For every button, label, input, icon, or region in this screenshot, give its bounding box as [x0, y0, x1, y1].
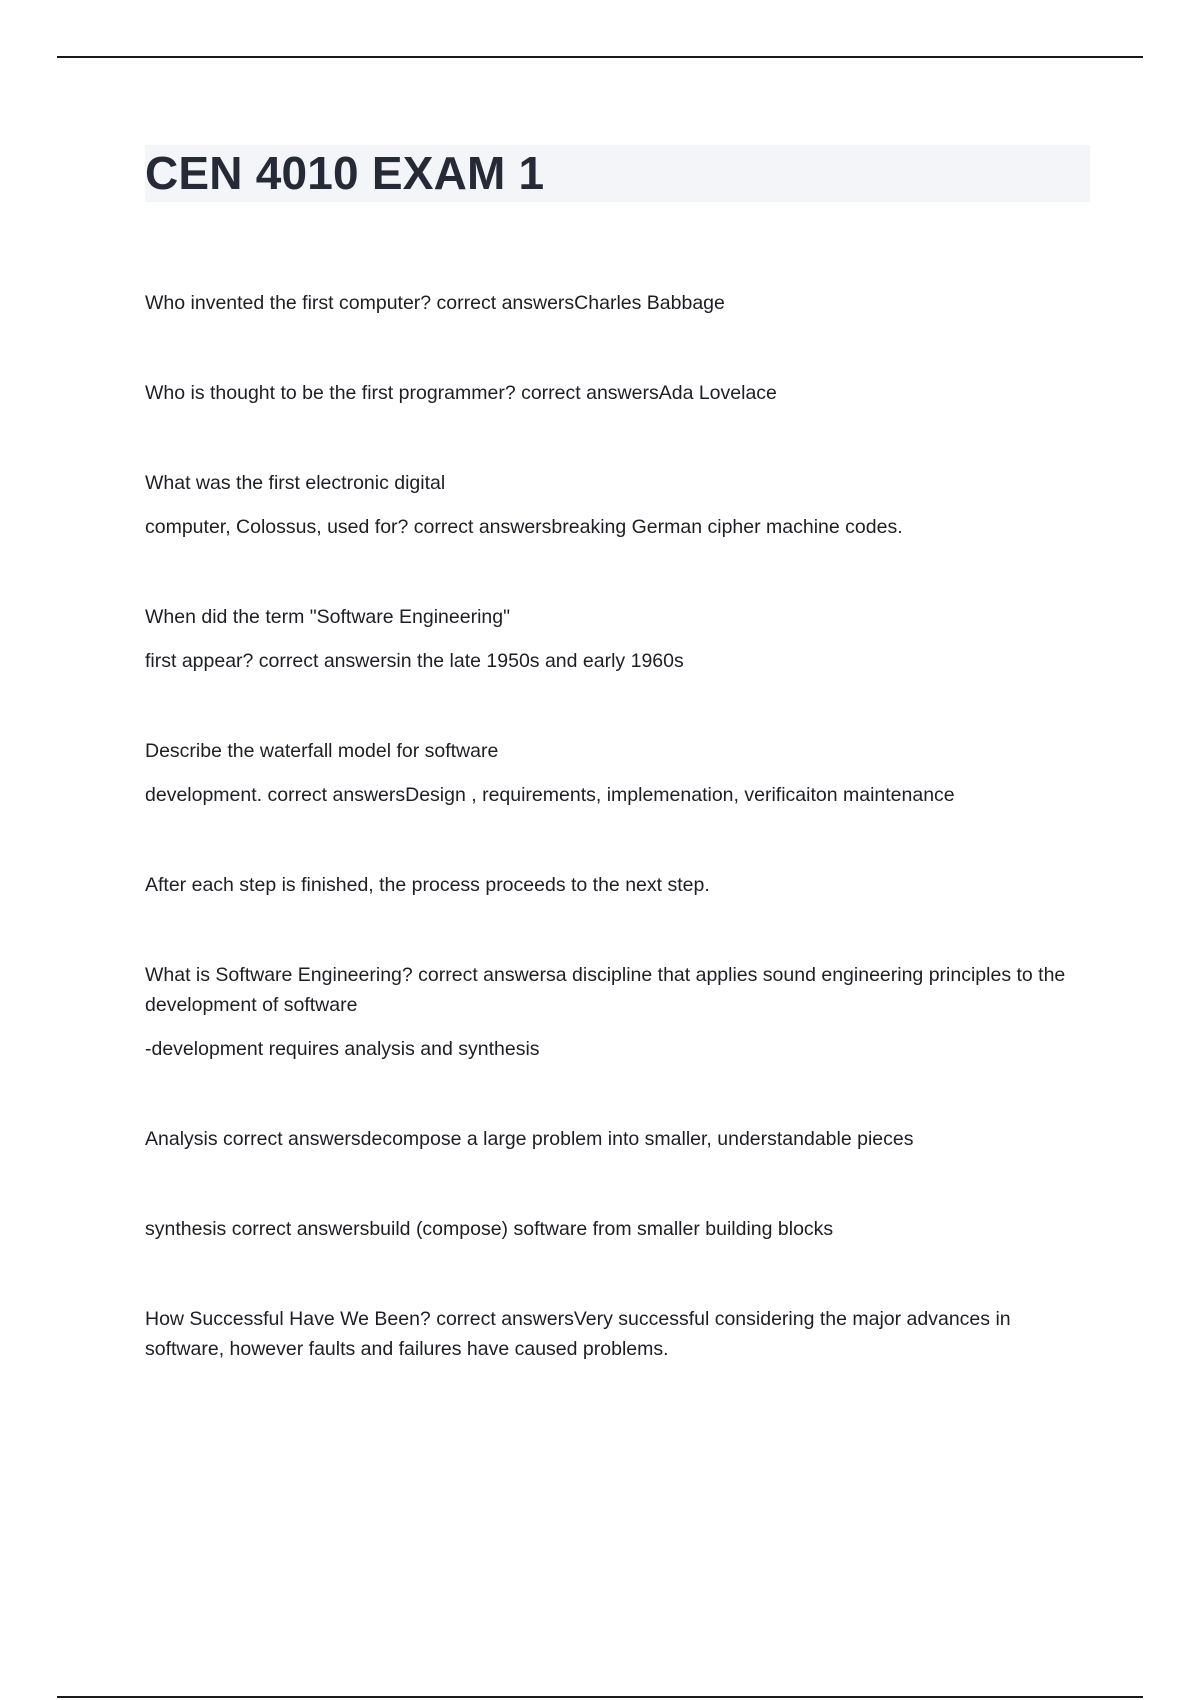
qa-item — [145, 1124, 1085, 1154]
qa-line: Who invented the first computer? correct answersCharles Babbage — [145, 292, 725, 314]
bottom-rule — [57, 1696, 1143, 1698]
qa-line: What was the first electronic digital — [145, 472, 446, 494]
qa-line: How Successful Have We Been? correct answersVery successful considering the major advances in software, however faults and failures have caused problems. — [145, 1308, 1011, 1360]
qa-line: development. correct answersDesign , requirements, implemenation, verificaiton maintenance — [145, 784, 955, 806]
qa-item — [145, 1304, 1085, 1364]
qa-item — [145, 1214, 1085, 1244]
qa-line: -development requires analysis and synthesis — [145, 1038, 540, 1060]
qa-line: Who is thought to be the first programmer? correct answersAda Lovelace — [145, 382, 777, 404]
qa-item — [145, 378, 1085, 408]
qa-line: synthesis correct answersbuild (compose) software from smaller building blocks — [145, 1218, 834, 1240]
qa-item — [145, 960, 1085, 1064]
document-title: CEN 4010 EXAM 1 — [145, 147, 545, 199]
qa-line: What is Software Engineering? correct answersa discipline that applies sound engineering principles to the development of software — [145, 964, 1066, 1016]
qa-line: When did the term "Software Engineering" — [145, 606, 511, 628]
qa-line: Describe the waterfall model for software — [145, 740, 499, 762]
qa-item — [145, 468, 1085, 542]
qa-line: Analysis correct answersdecompose a large problem into smaller, understandable pieces — [145, 1128, 914, 1150]
qa-item — [145, 870, 1085, 900]
qa-item — [145, 602, 1085, 676]
qa-item — [145, 736, 1085, 810]
top-rule — [57, 56, 1143, 58]
qa-line: After each step is finished, the process proceeds to the next step. — [145, 874, 710, 896]
qa-item — [145, 288, 1085, 318]
qa-line: computer, Colossus, used for? correct answersbreaking German cipher machine codes. — [145, 516, 903, 538]
qa-line: first appear? correct answersin the late 1950s and early 1960s — [145, 650, 684, 672]
document-body — [145, 288, 1085, 1424]
